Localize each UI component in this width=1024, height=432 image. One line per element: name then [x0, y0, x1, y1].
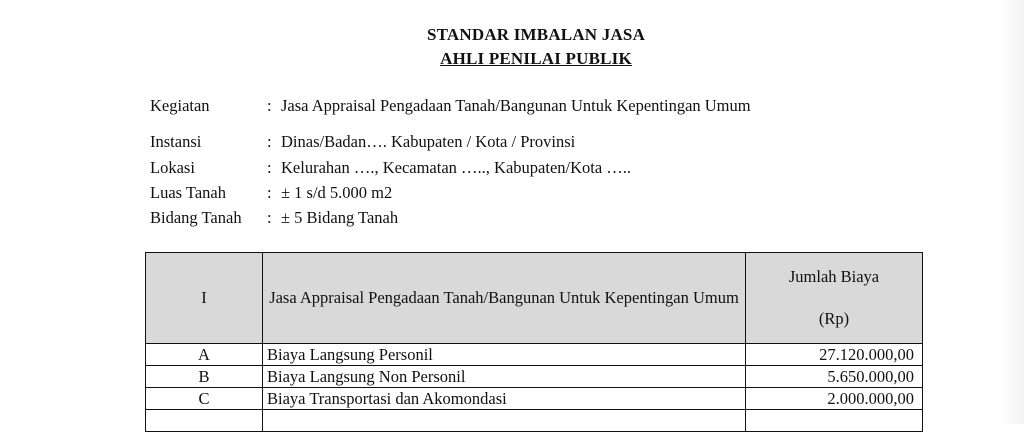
header-amount-label: Jumlah Biaya: [788, 267, 880, 286]
header-code-cell: I: [146, 253, 263, 344]
row-description: Biaya Langsung Non Personil: [263, 366, 746, 388]
info-value: Jasa Appraisal Pengadaan Tanah/Bangunan Untuk Kepentingan Umum: [281, 96, 751, 115]
row-amount: 2.000.000,00: [746, 388, 923, 410]
row-amount-empty: [746, 410, 923, 432]
info-row-instansi: [150, 132, 575, 152]
document-title: STANDAR IMBALAN JASA: [426, 25, 646, 44]
header-amount-unit: (Rp): [818, 309, 850, 328]
header-amount-cell: [746, 253, 923, 344]
header-description-cell: Jasa Appraisal Pengadaan Tanah/Bangunan Untuk Kepentingan Umum: [263, 253, 746, 344]
info-separator: :: [267, 208, 272, 227]
row-code: A: [146, 344, 263, 366]
table-row: [146, 344, 923, 366]
info-value: Kelurahan …., Kecamatan ….., Kabupaten/Kota …..: [281, 158, 632, 177]
table-header-row: [146, 253, 923, 344]
row-code: B: [146, 366, 263, 388]
cost-table: [145, 252, 923, 432]
row-description: Biaya Transportasi dan Akomondasi: [263, 388, 746, 410]
page-edge-shadow: [1000, 0, 1024, 424]
info-value: ± 1 s/d 5.000 m2: [281, 183, 393, 202]
info-label: Kegiatan: [150, 96, 210, 115]
info-value: ± 5 Bidang Tanah: [281, 208, 399, 227]
info-value: Dinas/Badan…. Kabupaten / Kota / Provinsi: [281, 132, 576, 151]
table-row: [146, 366, 923, 388]
document-subtitle: AHLI PENILAI PUBLIK: [440, 49, 632, 68]
info-row-luas-tanah: [150, 183, 392, 203]
info-row-kegiatan: [150, 96, 751, 116]
info-separator: :: [267, 132, 272, 151]
row-code-empty: [146, 410, 263, 432]
row-amount: 5.650.000,00: [746, 366, 923, 388]
info-label: Instansi: [150, 132, 202, 151]
info-label: Lokasi: [150, 158, 195, 177]
row-code: C: [146, 388, 263, 410]
row-amount: 27.120.000,00: [746, 344, 923, 366]
info-label: Luas Tanah: [150, 183, 226, 202]
row-description: Biaya Langsung Personil: [263, 344, 746, 366]
table-row-partial: [146, 410, 923, 432]
info-label: Bidang Tanah: [150, 208, 242, 227]
info-separator: :: [267, 183, 272, 202]
table-row: [146, 388, 923, 410]
row-description-empty: [263, 410, 746, 432]
info-row-lokasi: [150, 158, 631, 178]
info-separator: :: [267, 96, 272, 115]
info-separator: :: [267, 158, 272, 177]
info-row-bidang-tanah: [150, 208, 398, 228]
